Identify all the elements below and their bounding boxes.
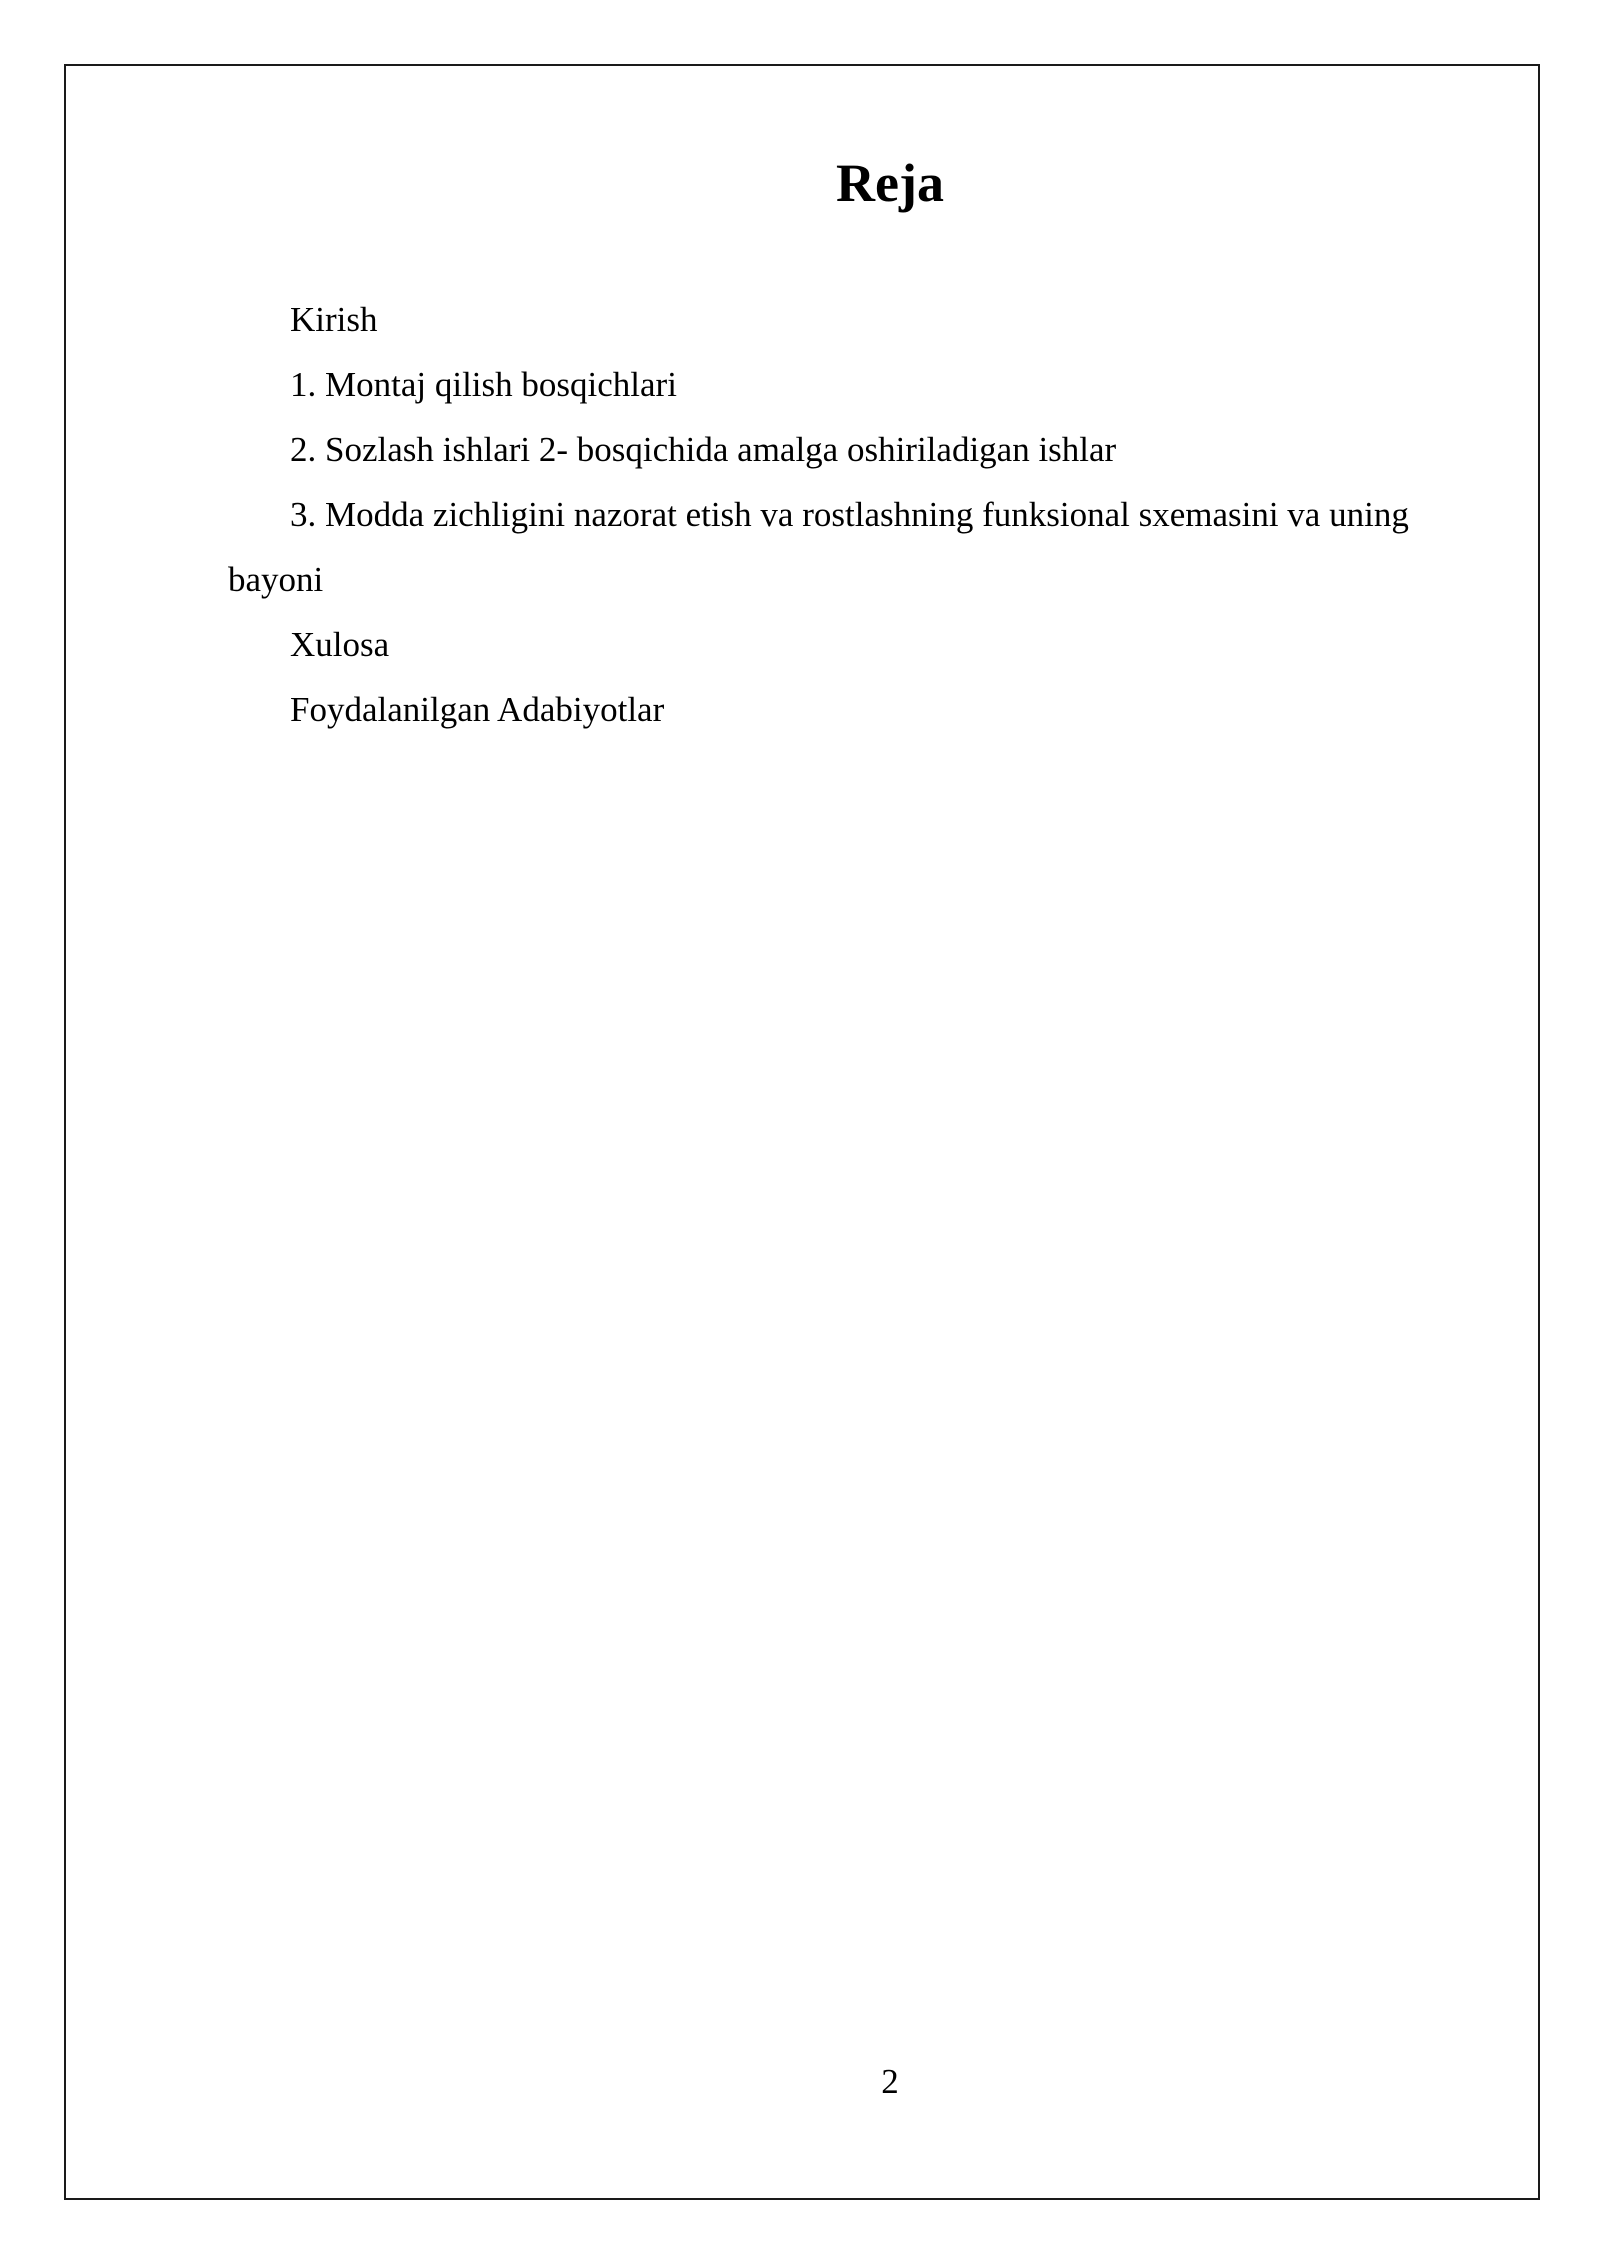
table-of-contents (228, 287, 1494, 742)
toc-item-introduction: Kirish (290, 300, 378, 339)
toc-item-references: Foydalanilgan Adabiyotlar (290, 690, 665, 729)
toc-item-1: 1. Montaj qilish bosqichlari (290, 365, 677, 404)
toc-item-conclusion: Xulosa (290, 625, 390, 664)
page-number: 2 (881, 2062, 899, 2101)
toc-item-3: 3. Modda zichligini nazorat etish va rostlashning funksional sxemasini va uning bayoni (228, 495, 1409, 599)
toc-item-2: 2. Sozlash ishlari 2- bosqichida amalga oshiriladigan ishlar (290, 430, 1117, 469)
page-title: Reja (836, 153, 944, 213)
